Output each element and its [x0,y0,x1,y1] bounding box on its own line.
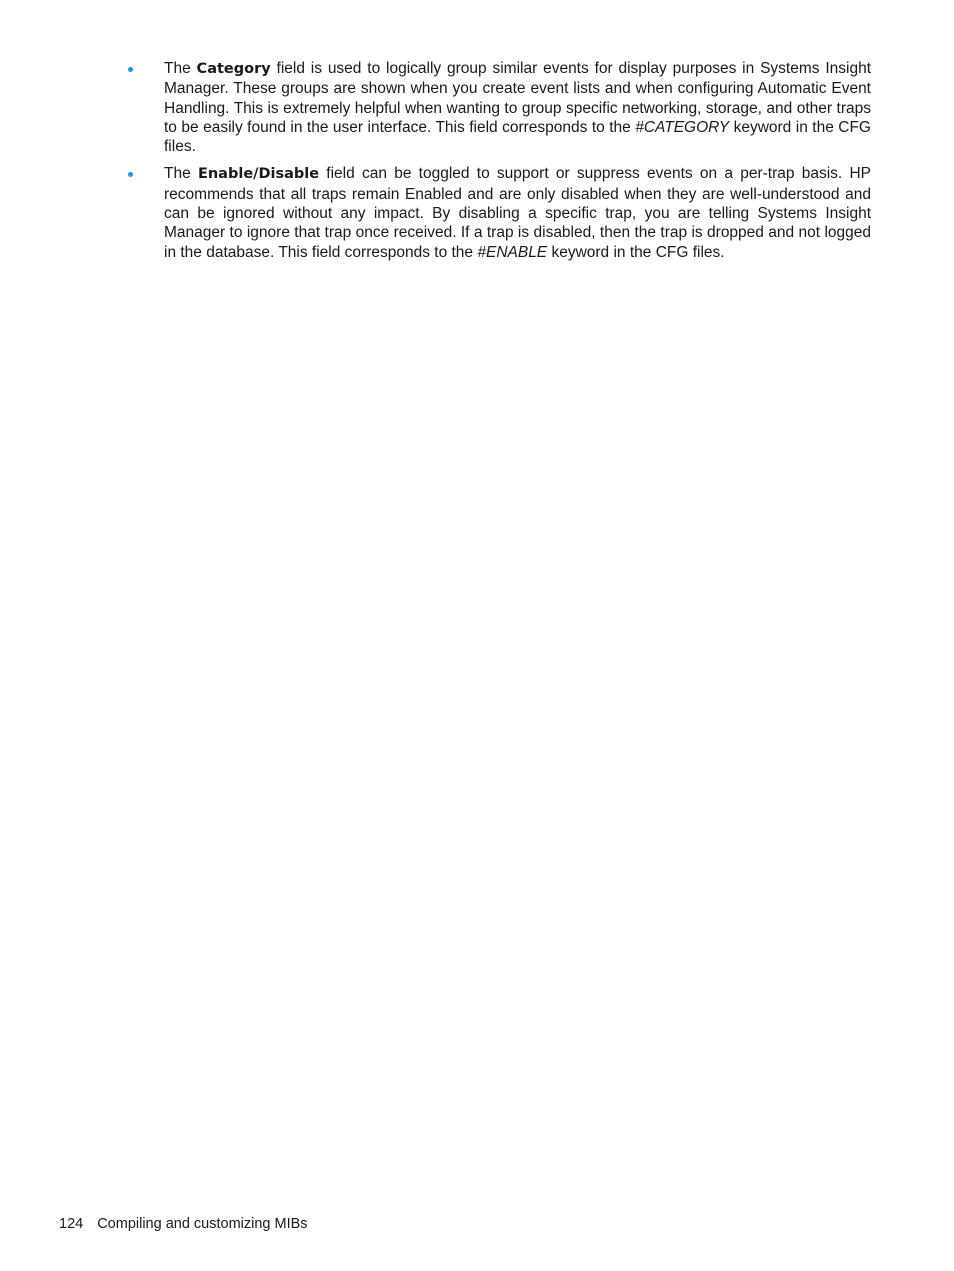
field-description-list [126,59,871,270]
list-item-category [126,59,871,156]
page-footer [59,1215,308,1233]
body-text-end: keyword in the CFG files. [547,243,725,261]
list-item-enable-disable [126,164,871,261]
intro-text: The [164,60,197,77]
page-number: 124 [59,1216,84,1232]
body-text-end: keyword in the CFG files. [164,118,871,156]
keyword-category: #CATEGORY [635,118,730,136]
section-title: Compiling and customizing MIBs [97,1216,308,1232]
bullet-icon [128,67,133,72]
body-text: field is used to logically group similar events for display purposes in Systems Insight Manager. These groups are shown when you create event lists and when configuring Automatic Event Handling. This is extremely helpful when wanting to group specific networking, storage, and other traps to be easily found in the user interface. This field corresponds to the [164,60,872,136]
term-enable-disable: Enable/Disable [197,166,320,183]
intro-text: The [164,165,198,183]
term-category: Category [196,61,271,77]
keyword-enable: #ENABLE [477,243,548,261]
bullet-icon [128,172,133,177]
body-text: field can be toggled to support or suppress events on a per-trap basis. HP recommends that all traps remain Enabled and are only disabled when they are well-understood and can be ignored without any impact. By disabling a specific trap, you are telling Systems Insight Manager to ignore that trap once received. If a trap is disabled, then the trap is dropped and not logged in the database. This field corresponds to the [164,165,872,261]
